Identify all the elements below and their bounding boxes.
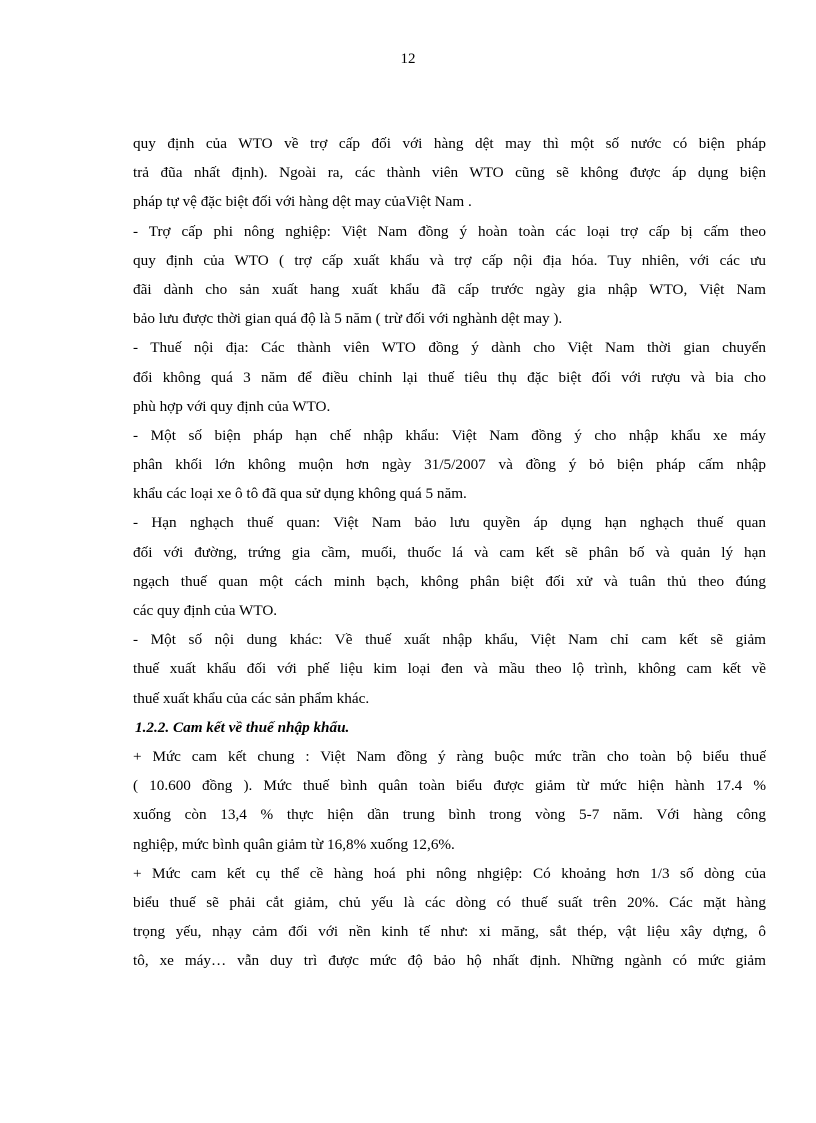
text-line: - Một số nội dung khác: Về thuế xuất nhập khẩu, Việt Nam chỉ cam kết sẽ giảm xyxy=(133,631,766,649)
text-line: quy định của WTO ( trợ cấp xuất khẩu và trợ cấp nội địa hóa. Tuy nhiên, với các ưu xyxy=(133,251,766,269)
text-line: trả đũa nhất định). Ngoài ra, các thành viên WTO cũng sẽ không được áp dụng biện xyxy=(133,164,766,182)
text-line: ( 10.600 đồng ). Mức thuế bình quân toàn biểu được giảm từ mức hiện hành 17.4 % xyxy=(133,777,766,795)
text-line: - Thuế nội địa: Các thành viên WTO đồng ý dành cho Việt Nam thời gian chuyển xyxy=(133,339,766,357)
paragraph-tariff-quota xyxy=(133,508,766,625)
text-line: pháp tự vệ đặc biệt đối với hàng dệt may củaViệt Nam . xyxy=(133,193,472,211)
text-line: biểu thuế sẽ phải cắt giảm, chủ yếu là các dòng có thuế suất trên 20%. Các mặt hàng xyxy=(133,893,766,911)
text-line: các quy định của WTO. xyxy=(133,602,278,619)
paragraph-other-content xyxy=(133,625,766,713)
document-body xyxy=(133,129,766,975)
text-line: ngạch thuế quan một cách minh bạch, không phân biệt đối xử và tuân thủ theo đúng xyxy=(133,572,766,590)
text-line: phân khối lớn không muộn hơn ngày 31/5/2007 và đồng ý bỏ biện pháp cấm nhập xyxy=(133,456,766,474)
text-line: tô, xe máy… vẫn duy trì được mức độ bảo hộ nhất định. Những ngành có mức giảm xyxy=(133,952,766,970)
text-line: đãi dành cho sản xuất hang xuất khẩu đã cấp trước ngày gia nhập WTO, Việt Nam xyxy=(133,280,766,298)
text-line: - Trợ cấp phi nông nghiệp: Việt Nam đồng ý hoàn toàn các loại trợ cấp bị cấm theo xyxy=(133,222,766,240)
text-line: khẩu các loại xe ô tô đã qua sử dụng không quá 5 năm. xyxy=(133,485,467,503)
text-line: - Một số biện pháp hạn chế nhập khẩu: Việt Nam đồng ý cho nhập khẩu xe máy xyxy=(133,426,766,444)
text-line: đổi không quá 3 năm để điều chỉnh lại thuế tiêu thụ đặc biệt đối với rượu và bia cho xyxy=(133,368,766,386)
text-line: + Mức cam kết cụ thể cề hàng hoá phi nông nhgiệp: Có khoảng hơn 1/3 số dòng của xyxy=(133,864,766,882)
text-line: thuế xuất khẩu của các sản phẩm khác. xyxy=(133,689,370,707)
paragraph-specific-commitment xyxy=(133,859,766,976)
text-line: đối với đường, trứng gia cầm, muối, thuốc lá và cam kết sẽ phân bố và quản lý hạn xyxy=(133,543,766,561)
paragraph-import-restrictions xyxy=(133,421,766,509)
text-line: quy định của WTO về trợ cấp đối với hàng dệt may thì một số nước có biện pháp xyxy=(133,135,766,152)
paragraph-wto-textile-continued xyxy=(133,129,766,217)
text-line: - Hạn nghạch thuế quan: Việt Nam bảo lưu quyền áp dụng hạn nghạch thuế quan xyxy=(133,514,766,532)
section-heading-text: 1.2.2. Cam kết về thuế nhập khẩu. xyxy=(135,718,350,736)
text-line: + Mức cam kết chung : Việt Nam đồng ý ràng buộc mức trần cho toàn bộ biểu thuế xyxy=(133,747,766,765)
text-line: trọng yếu, nhạy cảm đối với nền kinh tế như: xi măng, sắt thép, vật liệu xây dựng, ô xyxy=(133,923,766,941)
paragraph-non-agricultural-subsidy xyxy=(133,217,766,334)
text-line: xuống còn 13,4 % thực hiện dần trung bình trong vòng 5-7 năm. Với hàng công xyxy=(133,806,766,824)
page-number: 12 xyxy=(400,51,416,67)
paragraph-general-commitment xyxy=(133,742,766,859)
text-line: bảo lưu được thời gian quá độ là 5 năm ( trừ đối với nghành dệt may ). xyxy=(133,310,563,328)
section-heading xyxy=(133,713,766,742)
paragraph-domestic-tax xyxy=(133,333,766,421)
text-line: nghiệp, mức bình quân giảm từ 16,8% xuống 12,6%. xyxy=(133,835,455,853)
text-line: phù hợp với quy định của WTO. xyxy=(133,397,331,415)
text-line: thuế xuất khẩu đối với phế liệu kim loại đen và mầu theo lộ trình, không cam kết về xyxy=(133,660,766,678)
